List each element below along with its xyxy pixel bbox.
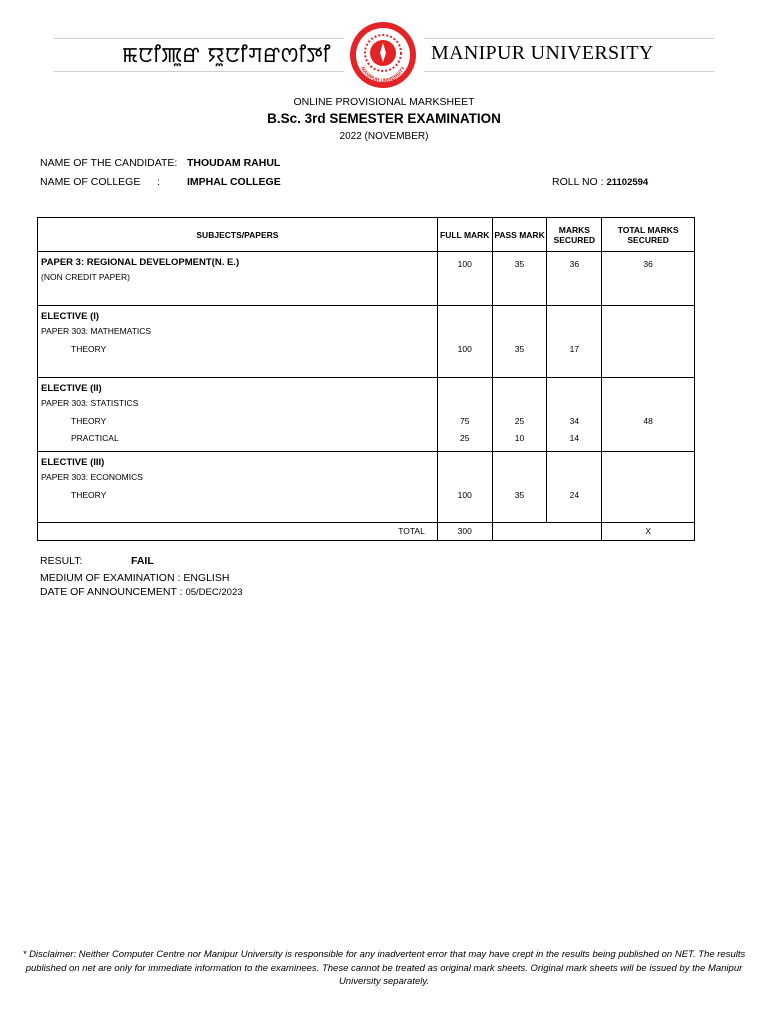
candidate-name-value: THOUDAM RAHUL: [187, 157, 281, 169]
total-cell: [602, 306, 695, 378]
total-value: 36: [643, 259, 653, 269]
marks-table: [37, 217, 695, 541]
paper-title: PAPER 3: REGIONAL DEVELOPMENT(N. E.): [41, 257, 240, 268]
total-marks-secured: X: [602, 523, 695, 541]
header-rule-top-right: [424, 38, 714, 39]
full-mark-cell: [437, 378, 492, 452]
roll-number: [552, 176, 648, 188]
college-label: NAME OF COLLEGE: [40, 176, 141, 188]
component-label: THEORY: [71, 416, 107, 426]
header-full-mark: FULL MARK: [437, 218, 492, 252]
total-cell: [602, 378, 695, 452]
result-label: RESULT:: [40, 555, 83, 567]
exam-session: 2022 (NOVEMBER): [339, 131, 429, 142]
secured-value: 34: [569, 416, 580, 426]
full-mark-cell: [437, 306, 492, 378]
total-row: [38, 523, 695, 541]
pass-mark-cell: [492, 378, 547, 452]
component-label: THEORY: [71, 344, 107, 354]
header-rule-top-left: [54, 38, 344, 39]
logo-text: MANIPUR UNIVERSITY: [359, 65, 407, 85]
date-line: [40, 586, 243, 598]
secured-value: 17: [569, 344, 580, 354]
candidate-name-label: NAME OF THE CANDIDATE:: [40, 157, 178, 169]
full-mark-value: 25: [459, 433, 470, 443]
pass-mark-value: 35: [514, 344, 525, 354]
pass-mark-value: 35: [514, 259, 525, 269]
university-name-english: MANIPUR UNIVERSITY: [431, 42, 654, 64]
total-value: [602, 310, 694, 327]
total-full-mark: 300: [437, 523, 492, 541]
date-label: DATE OF ANNOUNCEMENT :: [40, 586, 183, 598]
roll-label: ROLL NO :: [552, 176, 604, 188]
date-value: 05/DEC/2023: [185, 587, 243, 598]
pass-mark-cell: [492, 252, 547, 306]
table-header-row: [38, 218, 695, 252]
paper-subtitle: (NON CREDIT PAPER): [41, 272, 130, 282]
college-value: IMPHAL COLLEGE: [187, 176, 281, 188]
header-rule-bottom-right: [424, 71, 714, 72]
table-row: [38, 452, 695, 523]
header-rule-bottom-left: [54, 71, 344, 72]
roll-value: 21102594: [606, 177, 649, 188]
pass-mark-cell: [492, 452, 547, 523]
result-value: FAIL: [131, 555, 154, 567]
secured-value: 24: [569, 490, 580, 500]
secured-cell: [547, 252, 602, 306]
elective-title: ELECTIVE (III): [41, 457, 105, 468]
full-mark-cell: [437, 452, 492, 523]
university-logo: [348, 20, 418, 90]
total-empty-cell: [492, 523, 602, 541]
table-row: [38, 252, 695, 306]
disclaimer: * Disclaimer: Neither Computer Centre nor Manipur University is responsible for any inadvertent error that may have crept in the results being published on NET. The results published on net are only for immediate information to the examinees. These cannot be treated as original mark sheets. Original mark sheets will be issued by the Manipur University separately.: [22, 949, 746, 987]
component-label: THEORY: [71, 490, 107, 500]
full-mark-cell: [437, 252, 492, 306]
pass-mark-value: 25: [514, 416, 525, 426]
total-label: TOTAL: [38, 523, 438, 541]
subject-cell: [38, 452, 438, 523]
elective-title: ELECTIVE (I): [41, 311, 100, 322]
header-total-marks: TOTAL MARKS SECURED: [602, 218, 695, 252]
sheet-label: ONLINE PROVISIONAL MARKSHEET: [293, 96, 475, 108]
secured-value: 14: [569, 433, 580, 443]
secured-cell: [547, 452, 602, 523]
pass-mark-value: 35: [514, 490, 525, 500]
header-subjects: SUBJECTS/PAPERS: [38, 218, 438, 252]
pass-mark-cell: [492, 306, 547, 378]
subject-cell: [38, 252, 438, 306]
full-mark-value: 100: [457, 344, 472, 354]
paper-subtitle: PAPER 303: MATHEMATICS: [41, 326, 152, 336]
full-mark-value: 100: [457, 259, 472, 269]
secured-cell: [547, 306, 602, 378]
total-cell: [602, 252, 695, 306]
paper-subtitle: PAPER 303: ECONOMICS: [41, 472, 143, 482]
university-name-meitei: ꯃꯅꯤꯄꯨꯔ ꯌꯨꯅꯤꯚꯔꯁꯤꯇꯤ: [122, 43, 331, 67]
full-mark-value: 75: [459, 416, 470, 426]
secured-cell: [547, 378, 602, 452]
full-mark-value: 100: [457, 490, 472, 500]
total-value: 48: [643, 416, 653, 426]
subject-cell: [38, 378, 438, 452]
table-row: [38, 378, 695, 452]
exam-title: B.Sc. 3rd SEMESTER EXAMINATION: [267, 111, 501, 126]
component-label: PRACTICAL: [71, 433, 119, 443]
secured-value: 36: [569, 259, 580, 269]
subject-cell: [38, 306, 438, 378]
header-pass-mark: PASS MARK: [492, 218, 547, 252]
total-cell: [602, 452, 695, 523]
medium-line: [40, 572, 229, 584]
header-marks-secured: MARKS SECURED: [547, 218, 602, 252]
elective-title: ELECTIVE (II): [41, 383, 102, 394]
paper-subtitle: PAPER 303: STATISTICS: [41, 398, 139, 408]
pass-mark-value: 10: [514, 433, 525, 443]
table-row: [38, 306, 695, 378]
medium-label: MEDIUM OF EXAMINATION :: [40, 572, 181, 584]
college-colon: :: [157, 176, 160, 188]
medium-value: ENGLISH: [183, 572, 230, 584]
total-value: [602, 456, 694, 473]
